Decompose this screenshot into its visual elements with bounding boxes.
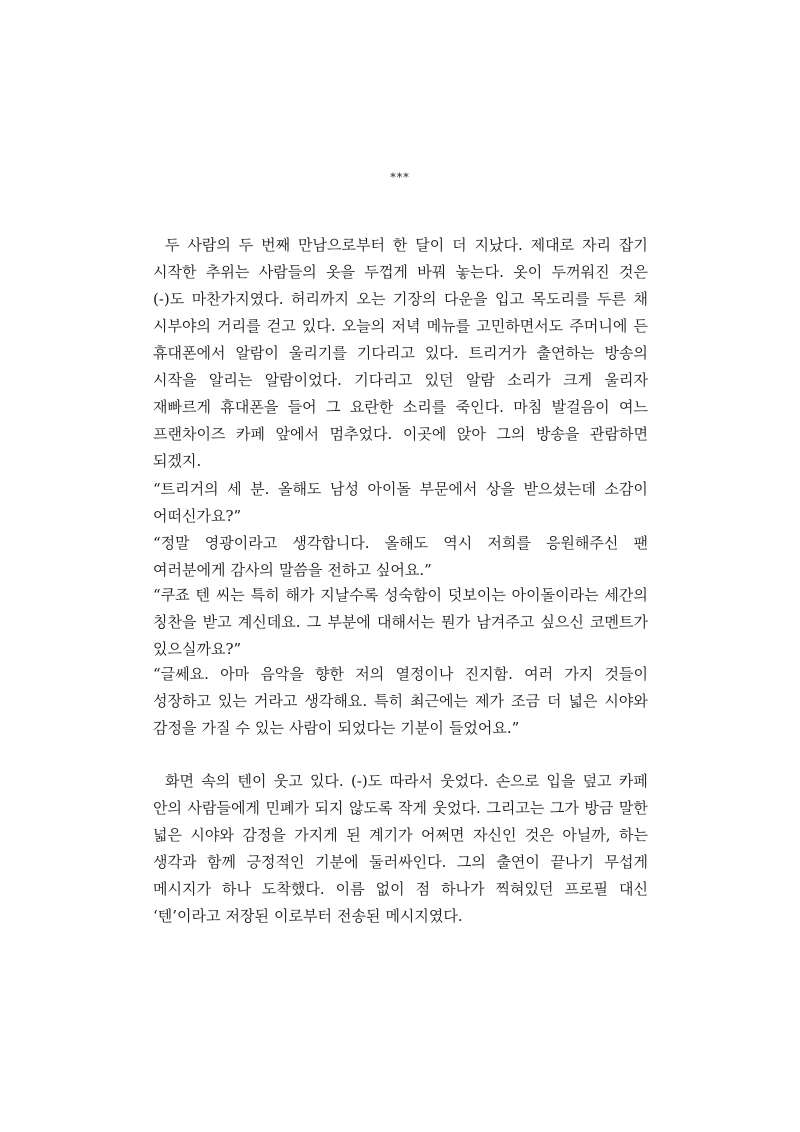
word: 저녁 [391,317,421,335]
text-line [153,448,648,475]
text-line [153,636,648,663]
word: 것들이 [604,665,648,683]
word: 따라서 [389,772,433,790]
paragraph-answer-1 [153,530,648,584]
word: 있으실까요?” [153,640,242,658]
word: 시작한 [153,263,197,281]
word: 마찬가지였다. [191,290,284,308]
word: 두 [238,236,254,254]
word: 출연하는 [536,344,595,362]
word: 시야와 [190,826,234,844]
word: 오는 [356,290,386,308]
word: 울리기를 [288,344,347,362]
word: 오늘의 [341,317,386,335]
word: 조금 [511,692,540,710]
word: 부문에서 [419,480,478,498]
word: 옷이 [513,263,543,281]
word: 방송의 [604,344,648,362]
word: 무섭게 [604,853,648,871]
word: 저의 [355,665,385,683]
word: 추위는 [205,263,250,281]
word: 수 [235,719,250,737]
word: 앞에서 [275,425,320,443]
word: 감사의 [230,561,274,579]
word: 지날수록 [320,586,379,604]
word: 여러 [524,665,554,683]
word: 넓은 [153,826,182,844]
word: 특히 [250,586,280,604]
word: 이로부터 [273,907,332,925]
word: 가질 [201,719,231,737]
word: 팬 [633,534,648,552]
word: 시작을 [153,371,197,389]
text-line [153,313,648,340]
word: 끝나기 [550,853,594,871]
word: 싶으신 [540,613,584,631]
word: 저장된 [225,907,269,925]
word: 알리는 [208,371,253,389]
word: 아이돌이라는 [511,586,599,604]
word: 되겠지. [153,452,202,470]
word: 감정을 [242,826,286,844]
word: 있다. [301,317,336,335]
word: 웃었다. [432,799,481,817]
word: 목도리를 [531,290,590,308]
word: 죽인다. [455,398,504,416]
word: 성장하고 [153,692,211,710]
word: 화면 [165,772,194,790]
word: 그 [326,398,341,416]
word: 주머니에 [569,317,628,335]
word: (-)도 [153,290,185,308]
text-line [153,259,648,286]
word: 고민하면서도 [476,317,564,335]
word: 휴대폰을 [220,398,279,416]
word: 생각과 [153,853,197,871]
word: 두껍게 [364,263,408,281]
word: 멈추었다. [329,425,393,443]
word: 두 [165,236,180,254]
word: 소감이 [604,480,648,498]
word: 입고 [495,290,524,308]
word: 소리가 [507,371,551,389]
word: 가지 [564,665,594,683]
word: 긍정적인 [246,853,305,871]
word: 되지 [314,799,344,817]
word: “트리거의 [153,480,219,498]
word: 그 [306,613,322,631]
word: 한 [392,236,408,254]
word: 옷을 [326,263,356,281]
word: 않도록 [349,799,393,817]
word: 크게 [563,371,593,389]
word: 메뉴를 [426,317,471,335]
word: 기분에 [315,853,359,871]
word: 울리자 [604,371,648,389]
word: 진지함. [464,665,513,683]
word: 대신 [618,880,648,898]
word: 관람하면 [589,425,648,443]
word: 특히 [374,692,404,710]
word: 알람이 [235,344,279,362]
text-line [153,503,648,530]
word: 올해도 [277,480,322,498]
word: 프로필 [564,880,608,898]
word: 웃고 [273,772,303,790]
word: 하는 [619,826,648,844]
word: 거리를 [217,317,261,335]
word: 번째 [261,236,291,254]
text-line [153,715,648,742]
word: 영광이라고 [204,534,278,552]
text-line [153,421,648,448]
word: 있다. [424,344,459,362]
word: 요란한 [349,398,394,416]
word: 둘러싸인다. [369,853,447,871]
text-line [153,876,648,903]
text-line [153,394,648,421]
word: 이름 [335,880,365,898]
text-line [153,582,648,609]
word: 생각해요. [304,692,368,710]
text-line [153,530,648,557]
word: 저희를 [487,534,531,552]
word: 생각합니다. [292,534,370,552]
word: 기장의 [393,290,437,308]
word: 최근에는 [410,692,469,710]
paragraph-narration-1 [153,232,648,475]
word: 텐 [195,586,210,604]
text-line [153,557,648,584]
word: 상을 [485,480,515,498]
text-line [153,661,648,688]
word: 다운을 [444,290,488,308]
word: 있다. [309,772,344,790]
word: 입을 [546,772,576,790]
word: 해가 [285,586,315,604]
word: 허리까지 [291,290,349,308]
word: 있던 [424,371,454,389]
word: 덮고 [582,772,612,790]
text-line [153,768,648,795]
word: 알람 [465,371,495,389]
word: 전송된 [336,907,381,925]
word: 메시지가 [153,880,211,898]
word: 만남으로부터 [298,236,385,254]
word: 민폐가 [265,799,309,817]
word: 것은 [524,826,554,844]
paragraph-answer-2 [153,661,648,742]
word: “글쎄요. [153,665,209,683]
text-line [153,286,648,313]
word: 시야와 [604,692,648,710]
word: 작게 [398,799,428,817]
word: 손으로 [495,772,540,790]
word: 어떠신가요?” [153,507,242,525]
word: 사람의 [187,236,231,254]
word: “쿠죠 [153,586,190,604]
word: 알람이었다. [264,371,342,389]
word: 출연이 [496,853,540,871]
word: 되었다는 [337,719,396,737]
word: 그가 [549,799,579,817]
word: 남성 [329,480,359,498]
word: 성숙함이 [384,586,443,604]
word: 찍혀있던 [495,880,554,898]
word: 아이돌 [367,480,411,498]
word: 지났다. [474,236,523,254]
word: 시부야의 [153,317,211,335]
word: 들어 [287,398,317,416]
word: 메시지였다. [385,907,463,925]
text-line [153,609,648,636]
word: 분. [250,480,270,498]
word: 함께 [207,853,237,871]
word: 트리거가 [468,344,527,362]
text-line [153,367,648,394]
word: 달이 [415,236,445,254]
section-separator: *** [390,171,410,184]
word: 채 [633,290,648,308]
word: 부분에 [327,613,371,631]
word: 기분이 [400,719,444,737]
word: 발걸음이 [551,398,610,416]
word: 거라고 [253,692,298,710]
text-line [153,688,648,715]
word: 자신인 [472,826,517,844]
word: 놓는다. [455,263,504,281]
word: 받고 [202,613,232,631]
paragraph-interviewer-question-1 [153,476,648,530]
word: 응원해주신 [545,534,619,552]
word: 잡기 [618,236,648,254]
word: 웃었다. [440,772,489,790]
text-line [153,849,648,876]
word: 없이 [375,880,405,898]
word: 넓은 [568,692,598,710]
word: 덧보이는 [447,586,506,604]
word: 카페 [618,772,648,790]
word: 휴대폰에서 [153,344,226,362]
word: 계신데요. [237,613,301,631]
word: 감정을 [153,719,197,737]
word: 기다리고 [354,371,413,389]
word: 칭찬을 [153,613,197,631]
word: 이곳에 [402,425,447,443]
word: 뭔가 [441,613,471,631]
word: 역시 [443,534,473,552]
word: 제대로 [530,236,575,254]
word: 음악을 [260,665,304,683]
word: 받으셨는데 [523,480,596,498]
word: 코멘트가 [590,613,648,631]
word: 속의 [201,772,231,790]
word: (-)도 [350,772,383,790]
word: 제가 [475,692,505,710]
word: 앉아 [456,425,486,443]
word: 사람들에게 [187,799,260,817]
word: 계기가 [369,826,413,844]
word: 열정이나 [395,665,454,683]
word: 된 [346,826,361,844]
text-line [153,903,648,930]
word: 세 [227,480,242,498]
text-line [153,476,648,503]
word: 아닐까, [562,826,611,844]
text-line [153,795,648,822]
word: 바꿔 [417,263,447,281]
word: 소리를 [402,398,447,416]
word: 사람들의 [258,263,317,281]
word: “정말 [153,534,190,552]
text-line [153,822,648,849]
word: 하나 [221,880,251,898]
word: 대해서는 [376,613,435,631]
word: 기다리고 [356,344,415,362]
word: 가지게 [294,826,338,844]
word: 어쩌면 [421,826,465,844]
word: 들었어요.” [448,719,520,737]
word: 여러분에게 [153,561,226,579]
word: 두꺼워진 [551,263,610,281]
word: 걷고 [266,317,296,335]
word: 올해도 [384,534,429,552]
word: 향한 [315,665,345,683]
word: 두른 [596,290,626,308]
word: 여느 [618,398,648,416]
word: 자리 [582,236,612,254]
word: 마침 [513,398,543,416]
word: ‘텐’이라고 [153,907,221,925]
word: 든 [633,317,648,335]
word: 하나가 [441,880,485,898]
word: 사람이 [288,719,333,737]
text-line [153,232,648,259]
word: 씨는 [215,586,245,604]
word: 아마 [220,665,250,683]
word: 있는 [254,719,284,737]
word: 그의 [456,853,486,871]
word: 프랜차이즈 [153,425,226,443]
word: 말씀을 [278,561,323,579]
word: 텐이 [237,772,267,790]
word: 점 [415,880,431,898]
word: 남겨주고 [476,613,535,631]
word: 그의 [496,425,526,443]
word: 방금 [584,799,614,817]
word: 싶어요.” [375,561,432,579]
word: 재빠르게 [153,398,211,416]
word: 전하고 [327,561,371,579]
word: 안의 [153,799,182,817]
word: 도착했다. [261,880,325,898]
word: 것은 [618,263,648,281]
paragraph-interviewer-question-2 [153,582,648,663]
word: 그리고는 [486,799,545,817]
word: 세간의 [604,586,648,604]
word: 더 [546,692,562,710]
paragraph-narration-2 [153,768,648,930]
word: 방송을 [535,425,580,443]
word: 말한 [618,799,648,817]
text-line [153,340,648,367]
word: 있는 [217,692,247,710]
word: 더 [452,236,467,254]
word: 카페 [236,425,265,443]
